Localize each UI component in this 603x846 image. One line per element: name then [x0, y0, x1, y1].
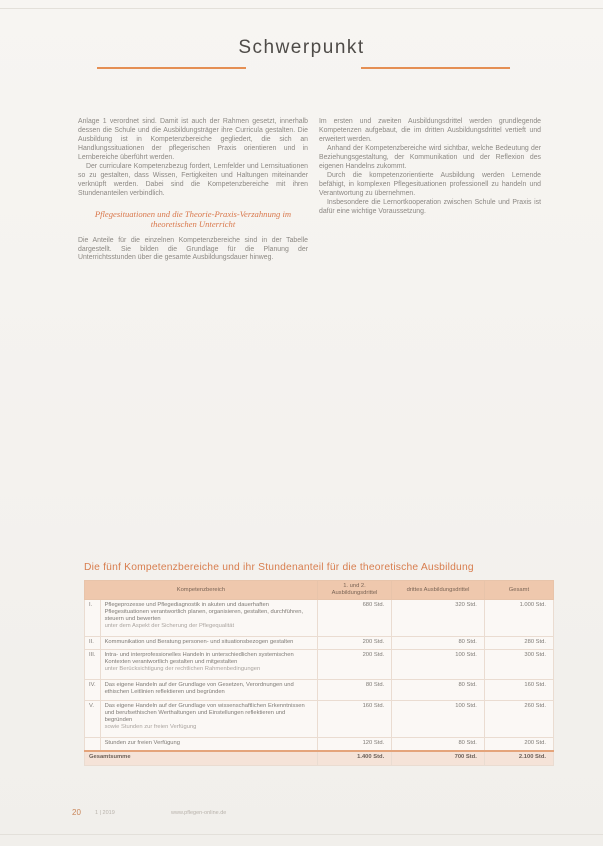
row-subnote: unter Berücksichtigung der rechtlichen Rahmenbedingungen: [104, 666, 261, 673]
row-value: 160 Std.: [484, 679, 553, 700]
scan-border-bottom: [0, 834, 603, 835]
row-value: 160 Std.: [317, 700, 391, 737]
row-index: IV.: [85, 679, 101, 700]
row-index: II.: [85, 637, 101, 650]
paragraph: Durch die kompetenzorientierte Ausbildung werden Lernende befähigt, in komplexen Pflegesituationen professionell zu handeln und Verantwortung zu übernehmen.: [319, 171, 541, 197]
row-index: I.: [85, 600, 101, 637]
total-value: 2.100 Std.: [484, 751, 553, 765]
table-row: [85, 737, 554, 751]
row-subnote: unter dem Aspekt der Sicherung der Pflegequalität: [104, 623, 235, 629]
table-total-row: [85, 751, 554, 765]
paragraph: Insbesondere die Lernortkooperation zwischen Schule und Praxis ist dafür eine wichtige Voraussetzung.: [319, 198, 541, 215]
page-number: 20: [72, 808, 81, 817]
row-index: III.: [85, 650, 101, 679]
table-row: [85, 700, 554, 737]
row-description: Kommunikation und Beratung personen- und situationsbezogen gestalten: [104, 639, 294, 645]
row-description: Intra- und interprofessionelles Handeln in unterschiedlichen systemischen Kontexten verantwortlich gestalten und mitgestalten: [104, 652, 294, 666]
section-title: Schwerpunkt: [238, 37, 365, 58]
row-subnote: sowie Stunden zur freien Verfügung: [104, 723, 197, 730]
row-value: 100 Std.: [392, 700, 485, 737]
row-index: V.: [85, 700, 101, 737]
row-value: 200 Std.: [484, 737, 553, 751]
row-description: Das eigene Handeln auf der Grundlage von Gesetzen, Verordnungen und ethischen Leitlinien reflektieren und begründen: [104, 681, 294, 695]
row-value: 200 Std.: [317, 650, 391, 679]
row-description: Stunden zur freien Verfügung: [104, 739, 180, 746]
row-index: [85, 737, 101, 751]
issue-label: 1 | 2019: [95, 810, 115, 816]
paragraph: Der curriculare Kompetenzbezug fordert, Lernfelder und Lernsituationen so zu gestalten, dass Wissen, Fertigkeiten und Haltungen miteinander verknüpft werden. Dabei sind die Kompetenzbereiche mit ihren Stundenanteilen verbindlich.: [78, 162, 308, 197]
table-title: Die fünf Kompetenzbereiche und ihr Stundenanteil für die theoretische Ausbildung: [84, 562, 474, 573]
table-header-row: [85, 581, 554, 600]
row-value: 260 Std.: [484, 700, 553, 737]
row-value: 100 Std.: [392, 650, 485, 679]
row-description: Das eigene Handeln auf der Grundlage von wissenschaftlichen Erkenntnissen und berufsethischen Werthaltungen und Einstellungen reflektieren und begründen: [104, 702, 305, 723]
column-header: 1. und 2. Ausbildungsdrittel: [317, 581, 391, 600]
column-left: [78, 118, 308, 263]
column-header: Kompetenzbereich: [85, 581, 318, 600]
paragraph: Im ersten und zweiten Ausbildungsdrittel werden grundlegende Kompetenzen aufgebaut, die im dritten Ausbildungsdrittel vertieft und erweitert werden.: [319, 118, 541, 143]
paragraph: Anhand der Kompetenzbereiche wird sichtbar, welche Bedeutung der Beziehungsgestaltung, der Kommunikation und der Reflexion des eigenen Handelns zukommt.: [319, 144, 541, 170]
row-description: Pflegeprozesse und Pflegediagnostik in akuten und dauerhaften Pflegesituationen verantwortlich planen, organisieren, gestalten, durchführen, steuern und bewerten: [104, 602, 304, 622]
row-value: 200 Std.: [317, 637, 391, 650]
row-value: 280 Std.: [484, 637, 553, 650]
total-value: 700 Std.: [392, 751, 485, 765]
subheading: Pflegesituationen und die Theorie-Praxis-Verzahnung im theoretischen Unterricht: [94, 208, 292, 229]
website-url: www.pflegen-online.de: [171, 810, 227, 816]
total-value: 1.400 Std.: [317, 751, 391, 765]
row-value: 320 Std.: [392, 600, 485, 637]
column-right: [319, 118, 541, 216]
table-row: [85, 650, 554, 679]
competency-table: [84, 580, 554, 766]
row-value: 80 Std.: [317, 679, 391, 700]
column-header: drittes Ausbildungsdrittel: [392, 581, 485, 600]
table-row: [85, 637, 554, 650]
paragraph: Anlage 1 verordnet sind. Damit ist auch der Rahmen gesetzt, innerhalb dessen die Schule und die Ausbildungsträger ihre Curricula gestalten. Die Ausbildung ist in Kompetenzbereiche gegliedert, die sich an Handlungssituationen der pflegerischen Praxis orientieren und in Lernbereiche überführt werden.: [78, 118, 308, 161]
scan-border-top: [0, 8, 603, 9]
title-rule-right: [361, 67, 510, 69]
title-rule-left: [97, 67, 246, 69]
paragraph: Die Anteile für die einzelnen Kompetenzbereiche sind in der Tabelle dargestellt. Sie bilden die Grundlage für die Planung der Unterrichtsstunden über die gesamte Ausbildungsdauer hinweg.: [78, 236, 308, 262]
row-value: 80 Std.: [392, 637, 485, 650]
table-row: [85, 679, 554, 700]
column-header: Gesamt: [484, 581, 553, 600]
row-value: 300 Std.: [484, 650, 553, 679]
row-value: 80 Std.: [392, 737, 485, 751]
table-row: [85, 600, 554, 637]
row-value: 120 Std.: [317, 737, 391, 751]
total-label: Gesamtsumme: [85, 751, 318, 765]
row-value: 680 Std.: [317, 600, 391, 637]
row-value: 1.000 Std.: [484, 600, 553, 637]
row-value: 80 Std.: [392, 679, 485, 700]
